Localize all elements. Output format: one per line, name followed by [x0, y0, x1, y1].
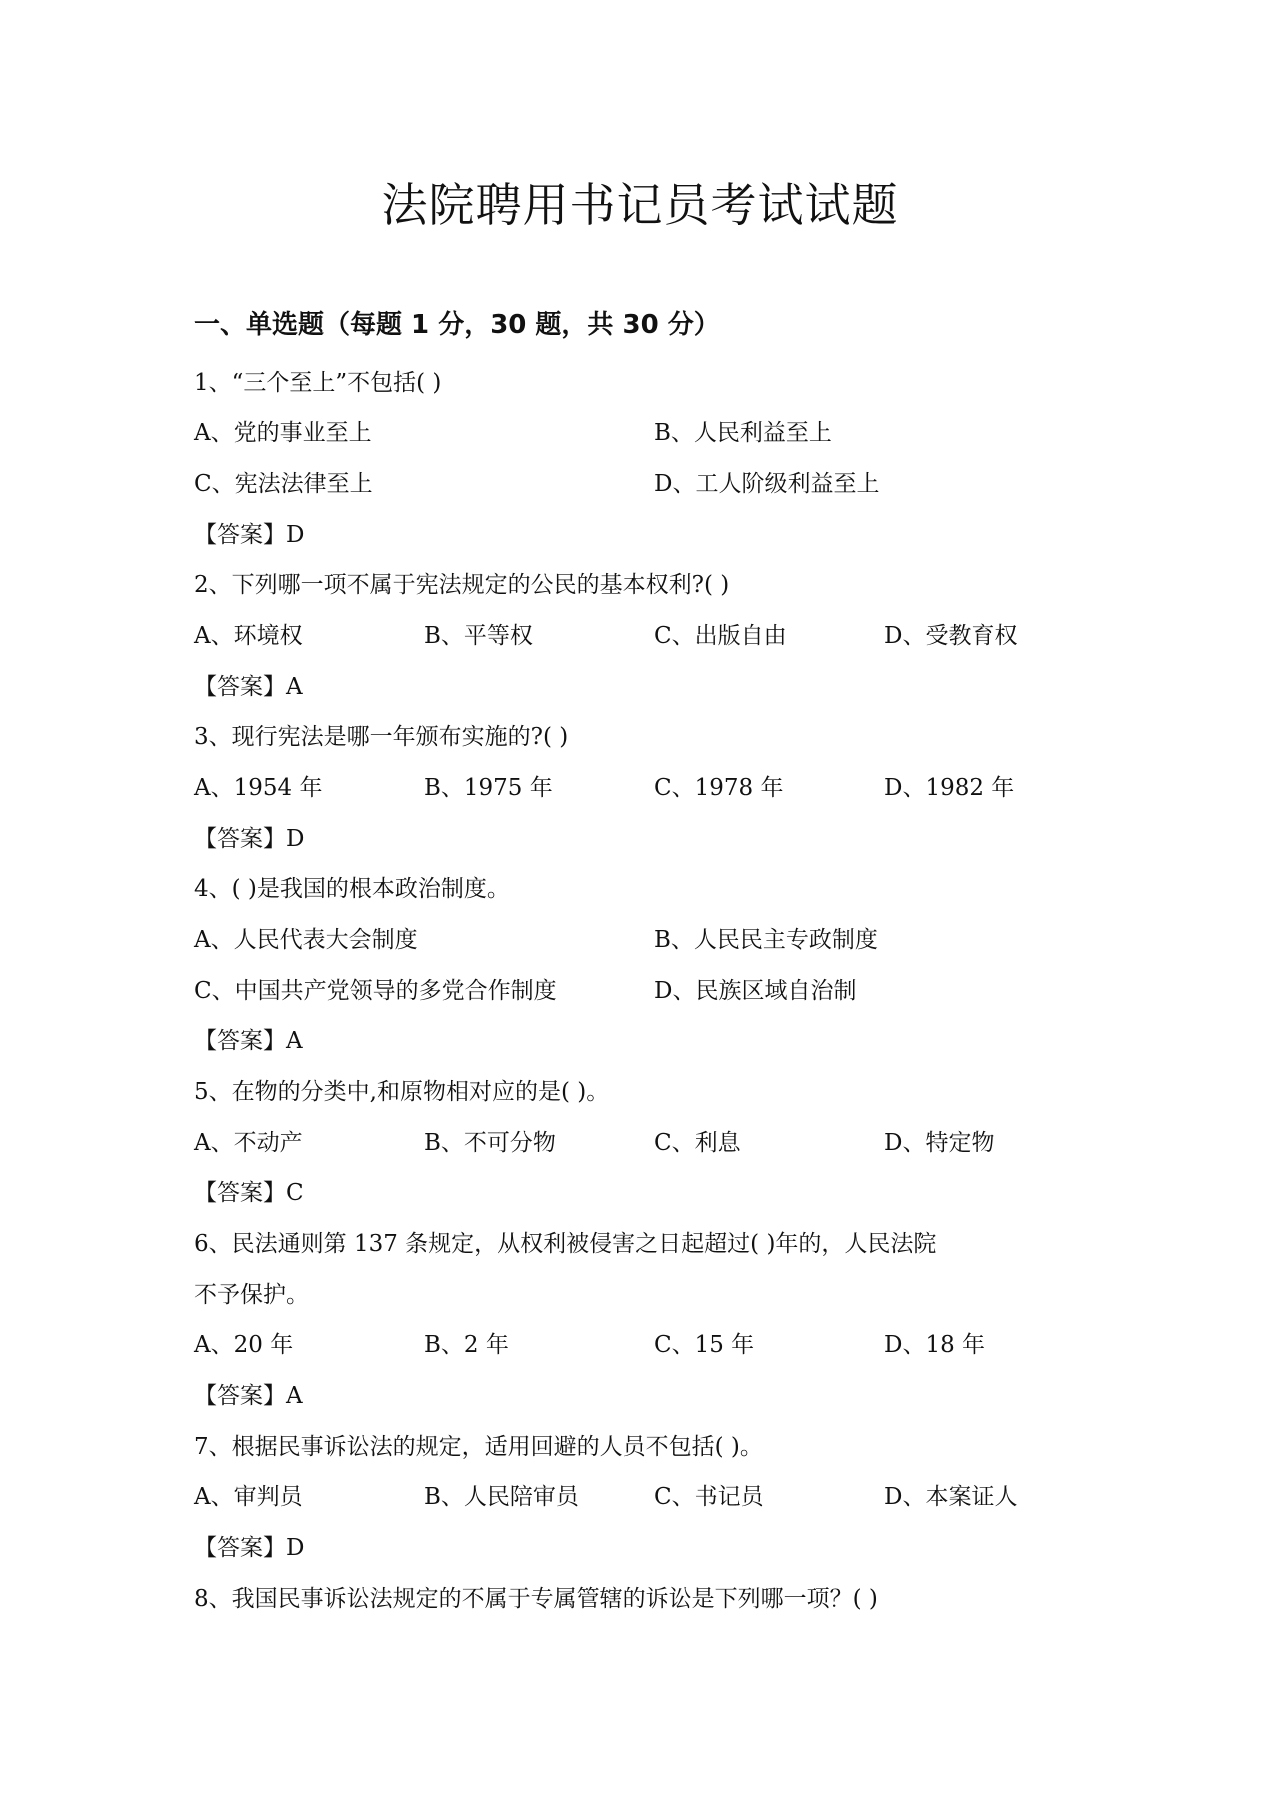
- option-a: A、环境权: [194, 623, 303, 649]
- option-c: C、宪法法律至上: [194, 471, 373, 497]
- option-b: B、人民利益至上: [654, 420, 832, 446]
- option-b: B、人民陪审员: [424, 1484, 579, 1510]
- option-b: B、平等权: [424, 623, 533, 649]
- question-stem-continued: 不予保护。: [194, 1282, 309, 1308]
- option-a: A、人民代表大会制度: [194, 927, 418, 953]
- answer-label: 【答案】A: [194, 1028, 303, 1054]
- option-d: D、本案证人: [884, 1484, 1018, 1510]
- option-b: B、2 年: [424, 1332, 509, 1358]
- question-stem: 1、“三个至上”不包括( ): [194, 370, 442, 396]
- option-c: C、出版自由: [654, 623, 787, 649]
- option-d: D、1982 年: [884, 775, 1015, 801]
- answer-label: 【答案】A: [194, 674, 303, 700]
- option-a: A、党的事业至上: [194, 420, 372, 446]
- question-stem: 5、在物的分类中,和原物相对应的是( )。: [194, 1079, 610, 1105]
- option-a: A、不动产: [194, 1130, 303, 1156]
- option-b: B、1975 年: [424, 775, 553, 801]
- option-d: D、18 年: [884, 1332, 986, 1358]
- option-c: C、1978 年: [654, 775, 784, 801]
- question-stem: 7、根据民事诉讼法的规定，适用回避的人员不包括( )。: [194, 1434, 763, 1460]
- section-heading: 一、单选题（每题 1 分，30 题，共 30 分）: [194, 310, 720, 340]
- answer-label: 【答案】D: [194, 522, 305, 548]
- option-a: A、1954 年: [194, 775, 323, 801]
- option-c: C、书记员: [654, 1484, 764, 1510]
- option-c: C、中国共产党领导的多党合作制度: [194, 978, 557, 1004]
- question-stem: 2、下列哪一项不属于宪法规定的公民的基本权利?( ): [194, 572, 730, 598]
- option-c: C、利息: [654, 1130, 741, 1156]
- option-d: D、工人阶级利益至上: [654, 471, 880, 497]
- question-stem: 6、民法通则第 137 条规定，从权利被侵害之日起超过( )年的，人民法院: [194, 1231, 937, 1257]
- option-d: D、民族区域自治制: [654, 978, 857, 1004]
- option-a: A、审判员: [194, 1484, 303, 1510]
- option-c: C、15 年: [654, 1332, 755, 1358]
- answer-label: 【答案】C: [194, 1180, 304, 1206]
- option-b: B、人民民主专政制度: [654, 927, 878, 953]
- answer-label: 【答案】D: [194, 826, 305, 852]
- question-stem: 8、我国民事诉讼法规定的不属于专属管辖的诉讼是下列哪一项？( ): [194, 1586, 878, 1612]
- question-stem: 4、( )是我国的根本政治制度。: [194, 876, 510, 902]
- option-d: D、受教育权: [884, 623, 1018, 649]
- option-a: A、20 年: [194, 1332, 294, 1358]
- question-stem: 3、现行宪法是哪一年颁布实施的?( ): [194, 724, 569, 750]
- option-b: B、不可分物: [424, 1130, 556, 1156]
- option-d: D、特定物: [884, 1130, 995, 1156]
- answer-label: 【答案】D: [194, 1535, 305, 1561]
- page-title: 法院聘用书记员考试试题: [381, 178, 899, 232]
- answer-label: 【答案】A: [194, 1383, 303, 1409]
